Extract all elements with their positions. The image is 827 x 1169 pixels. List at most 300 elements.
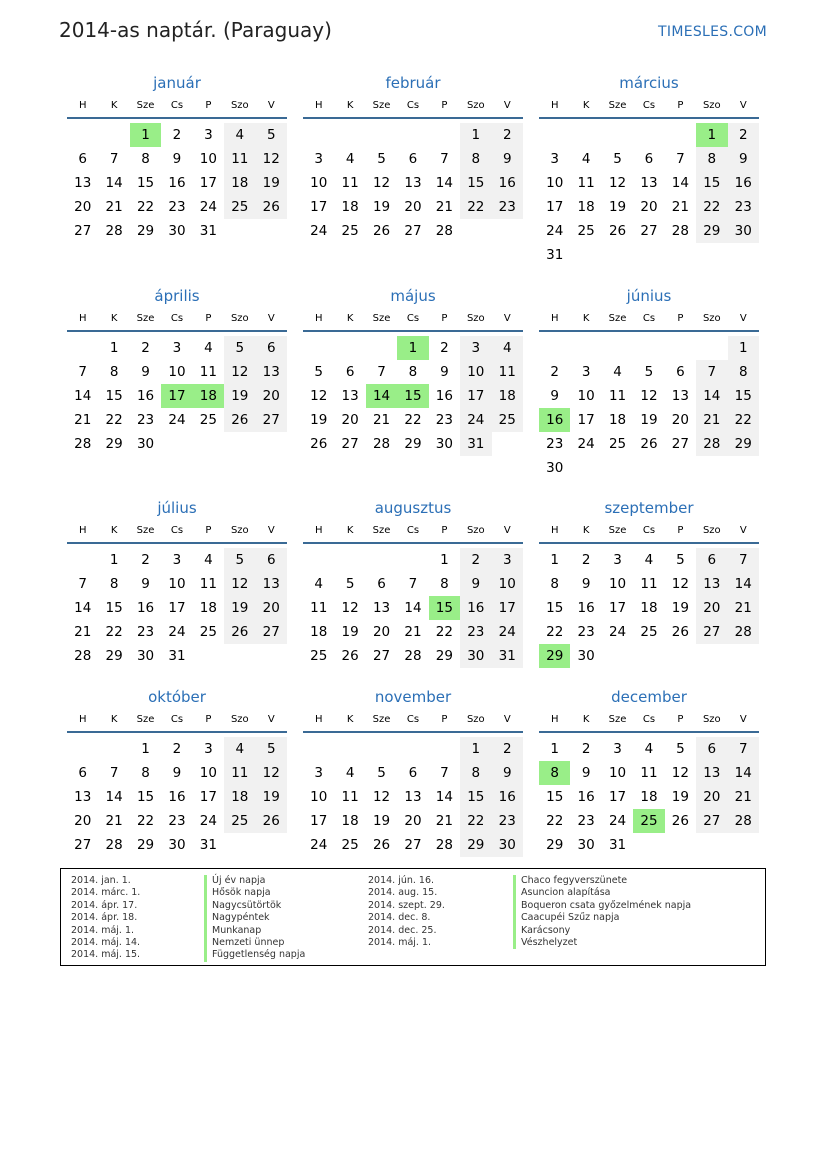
day-cell: 23 [168,813,186,829]
holiday-date: 2014. ápr. 17. [71,899,138,911]
day-cell-holiday: 29 [539,644,570,668]
day-grid [67,548,287,668]
weekday-label: V [739,714,747,725]
day-cell: 22 [546,624,564,640]
day-cell: 30 [168,223,186,239]
day-cell: 27 [74,223,92,239]
weekday-label: H [78,714,87,725]
day-cell: 8 [440,576,449,592]
day-cell: 5 [256,123,287,147]
day-cell: 26 [372,223,391,239]
weekday-label: H [550,525,559,536]
day-cell: 17 [168,600,186,616]
day-cell: 7 [676,151,685,167]
weekday-label: Sze [372,100,391,111]
month-name: április [154,287,200,305]
day-grid [303,548,523,668]
day-cell-holiday: 15 [429,596,460,620]
weekday-label: H [314,525,323,536]
holiday-name: Karácsony [513,925,691,937]
day-cell: 23 [136,624,155,640]
day-cell: 29 [546,837,564,853]
weekday-label: Sze [372,525,391,536]
day-cell: 1 [141,741,150,757]
day-cell: 4 [613,364,622,380]
holiday-date: 2014. dec. 8. [368,912,431,924]
day-cell: 4 [224,737,255,761]
day-grid [67,336,287,456]
day-cell: 30 [728,219,759,243]
weekday-label: Szo [466,100,485,111]
day-cell: 31 [460,432,491,456]
day-cell: 24 [460,408,491,432]
holiday-name: Vészhelyzet [513,937,691,949]
day-cell: 13 [74,175,92,191]
day-cell: 10 [168,364,186,380]
day-cell: 10 [310,175,328,191]
day-cell: 4 [314,576,323,592]
day-cell: 25 [224,195,255,219]
day-cell: 24 [168,624,186,640]
weekday-label: V [503,313,511,324]
day-cell: 27 [404,223,422,239]
holiday-name: Függetlenség napja [204,949,305,961]
weekday-header [539,711,759,733]
weekday-header [539,310,759,332]
day-cell: 12 [671,765,689,781]
day-cell: 28 [372,436,391,452]
day-cell: 8 [141,765,150,781]
weekday-label: Cs [170,313,184,324]
day-cell: 28 [671,223,689,239]
weekday-label: Cs [406,313,420,324]
day-cell: 10 [199,151,217,167]
brand-link[interactable]: TIMESLES.COM [658,24,767,40]
day-cell: 9 [172,151,182,167]
day-cell: 4 [581,151,591,167]
day-cell: 7 [78,364,87,380]
day-cell: 1 [728,336,759,360]
weekday-label: P [441,525,448,536]
day-cell: 18 [199,600,217,616]
day-cell: 21 [404,624,422,640]
day-cell-holiday: 16 [539,408,570,432]
weekday-label: K [346,100,354,111]
day-cell: 24 [608,624,627,640]
weekday-label: P [205,714,212,725]
day-cell: 12 [224,572,255,596]
day-cell: 3 [204,741,213,757]
day-cell: 22 [546,813,564,829]
day-cell: 17 [608,789,627,805]
day-cell: 6 [256,548,287,572]
weekday-label: P [677,525,684,536]
day-cell: 7 [440,151,449,167]
day-cell: 13 [372,600,391,616]
day-cell: 30 [136,648,155,664]
day-cell: 22 [728,408,759,432]
holiday-name: Caacupéi Szűz napja [513,912,691,924]
day-cell: 17 [199,175,217,191]
day-cell: 13 [404,175,422,191]
day-cell: 21 [435,813,453,829]
weekday-label: Sze [608,313,627,324]
day-cell: 30 [577,837,595,853]
weekday-label: Szo [702,714,721,725]
holiday-date: 2014. máj. 15. [71,949,141,961]
day-cell: 16 [492,171,523,195]
day-cell: 19 [372,199,391,215]
day-cell: 21 [74,624,92,640]
day-cell: 20 [74,813,92,829]
weekday-label: V [503,714,511,725]
day-cell: 28 [105,223,123,239]
day-cell: 22 [460,809,491,833]
day-cell-holiday: 15 [397,384,428,408]
day-grid [539,336,759,480]
day-cell: 4 [204,552,213,568]
weekday-label: K [582,525,590,536]
day-cell: 24 [546,223,564,239]
day-grid [303,123,523,243]
day-cell: 24 [199,813,217,829]
day-cell: 27 [372,648,391,664]
day-cell: 7 [440,765,449,781]
day-cell: 19 [310,412,328,428]
day-cell: 29 [460,833,491,857]
weekday-header [67,711,287,733]
day-cell: 8 [696,147,727,171]
weekday-label: H [78,313,87,324]
day-cell: 25 [224,809,255,833]
day-cell: 12 [341,600,359,616]
day-cell: 26 [256,809,287,833]
weekday-label: P [205,525,212,536]
day-cell: 2 [492,123,523,147]
day-cell: 19 [372,813,391,829]
day-cell: 11 [199,364,217,380]
weekday-header [67,97,287,119]
day-cell: 19 [640,412,658,428]
day-cell: 19 [224,596,255,620]
day-cell: 7 [109,151,119,167]
weekday-header [539,522,759,544]
day-cell: 14 [74,600,92,616]
day-cell: 26 [224,620,255,644]
day-cell-holiday: 8 [539,761,570,785]
day-cell: 10 [577,388,595,404]
day-grid [67,737,287,857]
day-cell: 24 [199,199,217,215]
day-cell: 8 [408,364,418,380]
day-cell: 20 [696,596,727,620]
day-cell: 9 [440,364,449,380]
weekday-label: H [550,714,559,725]
day-cell: 11 [310,600,328,616]
day-cell-holiday: 1 [696,123,727,147]
weekday-label: V [503,525,511,536]
day-cell: 9 [550,388,559,404]
weekday-label: Cs [406,714,420,725]
day-cell: 10 [608,765,627,781]
weekday-header [67,522,287,544]
day-cell: 3 [172,552,182,568]
day-cell: 6 [408,765,418,781]
month-7 [303,497,523,668]
holiday-date: 2014. máj. 1. [368,937,432,949]
weekday-header [303,522,523,544]
day-cell: 20 [341,412,359,428]
weekday-label: Szo [230,100,249,111]
day-cell: 17 [310,199,328,215]
weekday-label: K [110,100,118,111]
weekday-label: H [78,525,87,536]
day-cell: 6 [696,737,727,761]
day-cell: 22 [404,412,422,428]
month-4 [303,285,523,456]
day-cell: 20 [640,199,658,215]
day-cell: 22 [435,624,453,640]
month-name: december [611,688,687,706]
day-cell: 5 [345,576,355,592]
day-cell-holiday: 17 [161,384,192,408]
day-cell: 22 [136,199,155,215]
day-cell: 24 [168,412,186,428]
weekday-label: Cs [170,714,184,725]
day-cell: 26 [372,837,391,853]
day-cell: 6 [256,336,287,360]
day-cell: 15 [546,789,564,805]
day-cell: 13 [256,360,287,384]
day-cell: 13 [640,175,658,191]
month-9 [67,686,287,857]
day-cell: 1 [440,552,449,568]
day-cell: 3 [613,552,622,568]
day-cell: 24 [608,813,627,829]
day-cell: 6 [408,151,418,167]
holiday-dates-left [71,875,140,962]
holiday-date: 2014. jún. 16. [368,875,435,886]
weekday-label: K [582,100,590,111]
day-cell: 29 [696,219,727,243]
weekday-label: Cs [170,100,184,111]
day-cell: 26 [671,813,689,829]
day-cell: 20 [74,199,92,215]
day-cell: 29 [404,436,422,452]
day-cell: 26 [640,436,658,452]
day-cell: 16 [168,789,186,805]
day-cell: 3 [204,127,213,143]
weekday-label: Cs [642,313,656,324]
day-cell: 5 [256,737,287,761]
day-cell: 14 [404,600,422,616]
day-cell: 19 [224,384,255,408]
day-cell: 26 [310,436,328,452]
weekday-label: V [267,313,275,324]
day-cell: 24 [577,436,595,452]
day-cell: 17 [608,600,627,616]
day-cell: 16 [460,596,491,620]
day-cell: 6 [78,151,87,167]
day-cell: 6 [78,765,87,781]
weekday-label: Sze [372,714,391,725]
day-cell: 19 [256,171,287,195]
day-cell: 18 [224,785,255,809]
day-cell: 25 [341,223,359,239]
day-cell: 27 [671,436,689,452]
holiday-name: Chaco fegyverszünete [513,875,691,887]
day-cell: 17 [310,813,328,829]
holiday-dates-right [368,875,445,949]
day-cell: 7 [109,765,119,781]
month-name: május [390,287,436,305]
day-cell: 3 [172,340,182,356]
day-cell: 29 [105,648,123,664]
weekday-header [303,310,523,332]
day-cell: 7 [408,576,418,592]
day-cell: 12 [224,360,255,384]
holiday-list [60,868,766,966]
day-cell: 23 [492,195,523,219]
day-grid [303,737,523,857]
day-cell: 3 [460,336,491,360]
day-cell: 1 [109,552,119,568]
weekday-label: Sze [136,714,155,725]
day-cell: 2 [728,123,759,147]
month-11 [539,686,759,857]
day-cell: 22 [105,412,123,428]
day-cell: 27 [640,223,658,239]
day-cell: 17 [492,596,523,620]
day-cell: 9 [141,364,150,380]
day-cell: 31 [608,837,627,853]
holiday-date: 2014. ápr. 18. [71,912,138,924]
day-cell: 28 [696,432,727,456]
month-8 [539,497,759,668]
weekday-label: P [205,100,212,111]
weekday-label: P [441,714,448,725]
month-name: február [385,74,441,92]
weekday-label: Cs [642,714,656,725]
day-cell-holiday: 25 [633,809,664,833]
day-cell: 4 [644,741,654,757]
weekday-label: K [110,525,118,536]
day-cell: 13 [341,388,359,404]
day-cell: 4 [644,552,654,568]
day-cell: 1 [109,340,119,356]
day-cell: 13 [671,388,689,404]
weekday-label: V [503,100,511,111]
month-1 [303,72,523,243]
day-cell: 25 [608,436,627,452]
day-cell: 5 [224,548,255,572]
day-cell: 18 [492,384,523,408]
day-cell: 31 [199,223,217,239]
weekday-label: V [267,100,275,111]
weekday-label: H [314,313,323,324]
day-cell: 5 [377,151,386,167]
day-cell: 28 [728,809,759,833]
day-cell: 22 [105,624,123,640]
day-cell: 31 [546,247,564,263]
day-cell: 30 [435,436,453,452]
day-cell: 9 [172,765,182,781]
weekday-label: Sze [608,714,627,725]
day-cell: 25 [341,837,359,853]
weekday-label: Cs [642,100,656,111]
weekday-label: Szo [230,313,249,324]
day-cell: 15 [728,384,759,408]
day-cell: 27 [696,809,727,833]
weekday-label: Szo [466,714,485,725]
weekday-label: Sze [372,313,391,324]
day-cell: 21 [105,813,123,829]
day-cell: 11 [492,360,523,384]
weekday-label: Szo [230,525,249,536]
day-cell: 25 [199,412,217,428]
day-cell: 21 [728,596,759,620]
weekday-label: P [677,714,684,725]
day-cell: 3 [581,364,591,380]
day-cell: 22 [136,813,155,829]
day-cell: 25 [492,408,523,432]
day-cell: 5 [224,336,255,360]
day-cell: 15 [136,175,155,191]
day-cell: 25 [199,624,217,640]
day-cell: 11 [224,761,255,785]
weekday-label: V [739,525,747,536]
day-cell: 2 [550,364,559,380]
day-cell: 7 [728,548,759,572]
day-cell: 20 [256,384,287,408]
day-cell: 11 [341,789,359,805]
day-cell: 9 [581,576,591,592]
holiday-date: 2014. máj. 1. [71,924,135,936]
day-cell: 8 [109,576,119,592]
day-cell: 2 [460,548,491,572]
day-cell: 20 [256,596,287,620]
day-cell: 28 [74,648,92,664]
day-cell: 31 [199,837,217,853]
day-cell: 12 [256,761,287,785]
day-cell: 21 [372,412,391,428]
day-cell: 15 [546,600,564,616]
day-cell: 26 [608,223,627,239]
day-cell: 16 [136,600,155,616]
day-cell: 23 [546,436,564,452]
day-cell: 18 [577,199,595,215]
day-cell: 5 [676,741,685,757]
day-cell: 20 [404,199,422,215]
day-cell: 18 [341,199,359,215]
day-cell: 26 [341,648,359,664]
day-cell: 23 [168,199,186,215]
day-cell: 14 [728,761,759,785]
holiday-name: Boqueron csata győzelmének napja [513,900,691,912]
weekday-label: K [110,714,118,725]
weekday-label: Sze [608,525,627,536]
day-cell: 9 [581,765,591,781]
day-cell: 16 [168,175,186,191]
month-name: március [619,74,679,92]
day-cell: 4 [204,340,213,356]
day-cell: 1 [550,552,559,568]
weekday-label: Szo [702,313,721,324]
day-cell: 16 [136,388,155,404]
day-cell: 5 [644,364,654,380]
day-cell: 12 [256,147,287,171]
month-name: január [153,74,201,92]
